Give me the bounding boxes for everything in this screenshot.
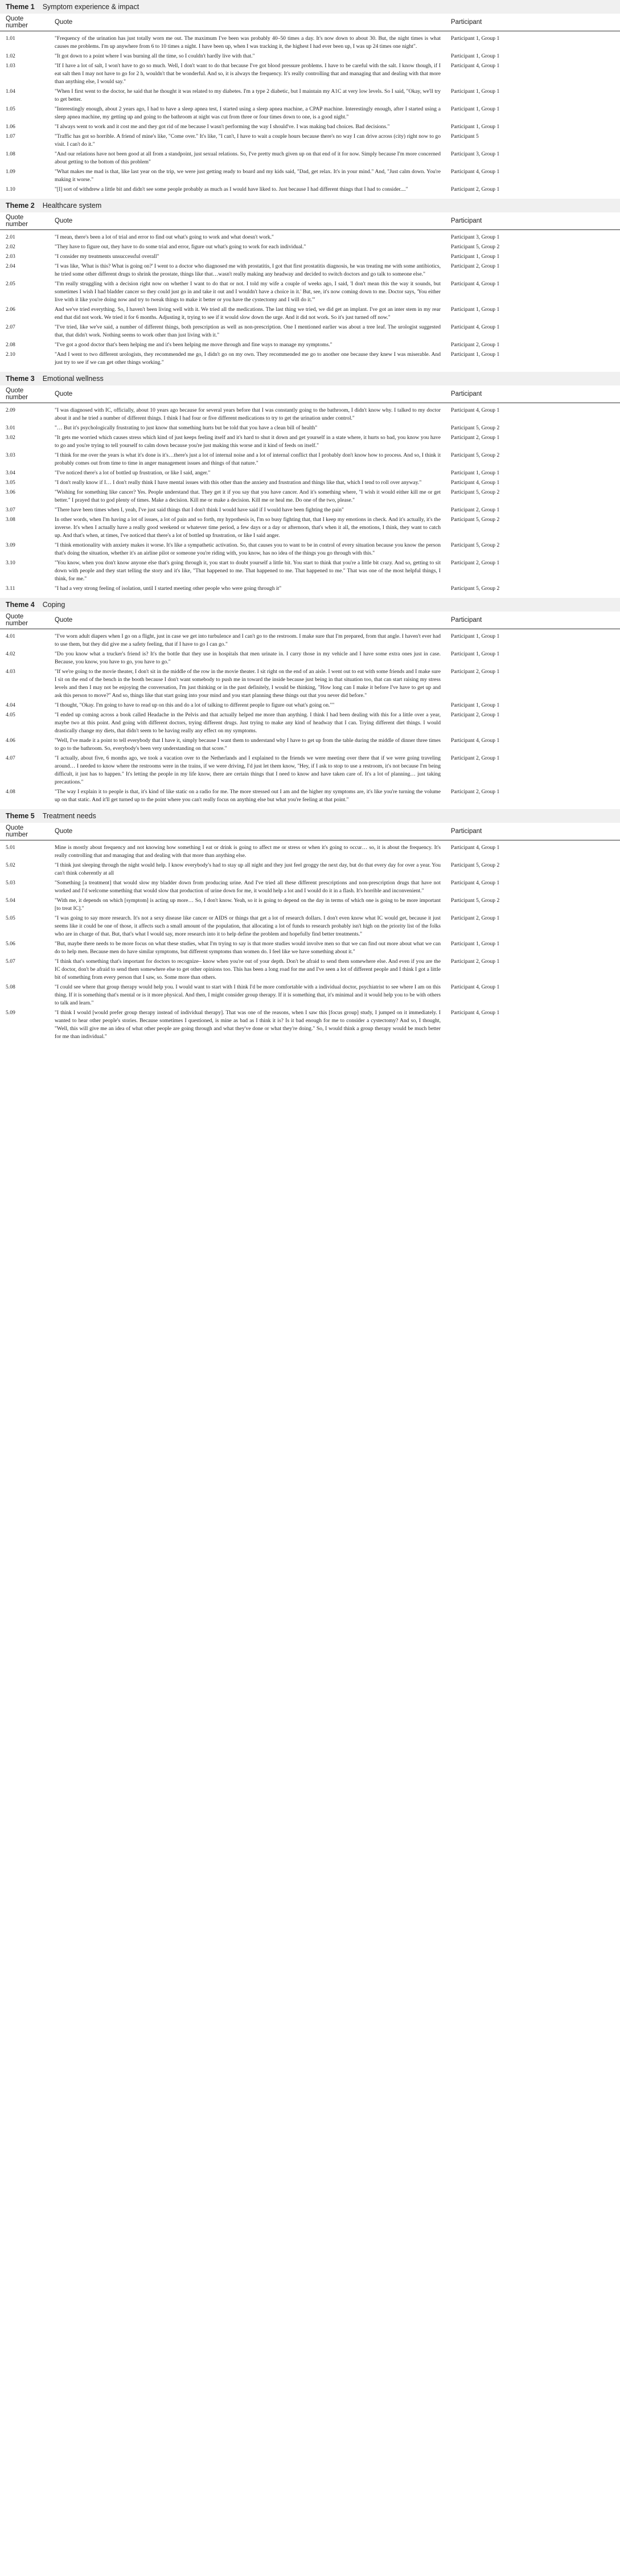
column-header-number: Quote number [6, 825, 28, 838]
participant-label: Participant 1, Group 1 [451, 941, 500, 947]
quote-number: 3.10 [6, 560, 15, 566]
theme-title: Emotional wellness [42, 375, 104, 383]
quote-text: "You know, when you don't know anyone else that's going through it, you start to doubt yourself a little bit. You start to think that you're a little bit crazy. And so, getting to sit down with people and they start telling the story and it's like, "That happened to me. That happened to me. That happened to me." That was one of the most helpful things, I think, for me." [55, 560, 441, 582]
quote-text: "I actually, about five, 6 months ago, we took a vacation over to the Netherlands and I explained to the friends we were meeting over there that if we were going traveling around… I needed to know where the restrooms were in the trains, if we were driving, I'd just let them know, "Hey, if I ask to stop to use a restroom, it's not because I'm being difficult, it just has to happen." It's letting the people in my life know, there are certain things that I need to know and have taken care of. It's a lot of planning… just taking precautions." [55, 755, 441, 785]
column-header-quote: Quote [55, 391, 73, 397]
table-row [0, 243, 620, 251]
quote-number: 1.01 [6, 35, 15, 42]
theme-title: Treatment needs [42, 812, 96, 820]
quote-number: 3.08 [6, 516, 15, 523]
participant-label: Participant 5, Group 2 [451, 862, 500, 868]
column-header-quote: Quote [55, 218, 73, 224]
quote-number: 5.09 [6, 1010, 15, 1016]
column-header-participant: Participant [451, 828, 482, 835]
table-row [0, 253, 620, 261]
quote-number: 2.10 [6, 351, 15, 358]
table-row [0, 233, 620, 241]
table-row [0, 542, 620, 557]
participant-label: Participant 5 [451, 133, 479, 140]
quote-text: "I think emotionality with anxiety makes it worse. It's like a sympathetic activation. So, that causes you to want to be in control of every situation because you know the person that's doing the situation, whether it's an airline pilot or someone you're riding with, you know, has no idea of the things you go through with this." [55, 542, 441, 556]
theme-header [0, 809, 620, 823]
participant-label: Participant 1, Group 1 [451, 53, 500, 59]
theme-header [0, 372, 620, 385]
table-body [0, 403, 620, 598]
quote-number: 5.06 [6, 941, 15, 947]
column-header-quote: Quote [55, 19, 73, 26]
table-body [0, 629, 620, 809]
quote-number: 1.03 [6, 63, 15, 69]
column-header-participant: Participant [451, 391, 482, 397]
table-row [0, 958, 620, 982]
theme-header [0, 0, 620, 14]
theme-header [0, 199, 620, 212]
quote-number: 3.09 [6, 542, 15, 548]
quote-number: 2.04 [6, 263, 15, 269]
participant-label: Participant 4, Group 1 [451, 281, 500, 287]
participant-label: Participant 4, Group 1 [451, 169, 500, 175]
quote-number: 3.06 [6, 489, 15, 495]
table-row [0, 434, 620, 450]
participant-label: Participant 2, Group 1 [451, 186, 500, 192]
column-header-number: Quote number [6, 613, 28, 627]
quote-number: 2.01 [6, 234, 15, 240]
table-row [0, 351, 620, 367]
quote-text: "I've got a good doctor that's been helping me and it's been helping me move through and fine ways to manage my symptoms." [55, 342, 332, 348]
participant-label: Participant 3, Group 1 [451, 234, 500, 240]
participant-label: Participant 2, Group 1 [451, 560, 500, 566]
quote-number: 3.11 [6, 585, 15, 592]
table-row [0, 879, 620, 895]
quote-text: And we've tried everything. So, I haven't been living well with it. We tried all the medications. The last thing we tried, we did get an implant. I've got an inter stem in my rear end that did not work. We tried it for 6 months. Adjusting it, trying to see if it would slow down the urge. And it did not work. So it's just turned off now." [55, 306, 441, 321]
quote-text: "What makes me mad is that, like last year on the trip, we were just getting ready to board and my kids said, "Dad, get relax. It's in your mind." And, "Just calm down. You're making it worse." [55, 169, 441, 183]
table-body [0, 31, 620, 199]
quote-text: "I consider my treatments unsuccessful overall" [55, 253, 159, 260]
participant-label: Participant 1, Group 1 [451, 253, 500, 260]
participant-label: Participant 5, Group 2 [451, 425, 500, 431]
column-header-number: Quote number [6, 387, 28, 401]
table-row [0, 506, 620, 514]
participant-label: Participant 4, Group 1 [451, 407, 500, 413]
participant-label: Participant 2, Group 1 [451, 507, 500, 513]
table-row [0, 914, 620, 938]
quote-number: 1.07 [6, 133, 15, 140]
quote-number: 1.10 [6, 186, 15, 192]
quote-number: 3.01 [6, 425, 15, 431]
quote-text: "And our relations have not been good at all from a standpoint, just sexual relations. So, I've pretty much given up on that end of it for now. Simply because I'm more concerned about getting to the bottom of this problem" [55, 151, 441, 165]
participant-label: Participant 1, Group 1 [451, 88, 500, 95]
quote-text: "I was diagnosed with IC, officially, about 10 years ago because for several years before that I was constantly going to the bathroom, I didn't know why. I talked to my doctor about it and he tried a number of different things. I think I had four or five different medications to try to get the urination under control." [55, 407, 441, 421]
table-row [0, 711, 620, 735]
table-row [0, 452, 620, 467]
quote-number: 4.03 [6, 668, 15, 675]
quote-number: 2.08 [6, 342, 15, 348]
table-row [0, 323, 620, 339]
column-header-row [0, 212, 620, 230]
participant-label: Participant 1, Group 1 [451, 702, 500, 708]
quote-number: 3.05 [6, 479, 15, 486]
quote-text: "And I went to two different urologists, they recommended me go, I didn't go on my own. They recommended me go to another one because they knew I was miserable. And just try to see if we can get other things working." [55, 351, 441, 366]
table-row [0, 788, 620, 804]
quote-text: "I think for me over the years is what it's done is it's…there's just a lot of internal noise and a lot of internal conflict that I probably don't know how to process. And so, I think it probably comes out from time to time in anger management issues and things of that nature." [55, 452, 441, 466]
participant-label: Participant 4, Group 1 [451, 984, 500, 990]
participant-label: Participant 2, Group 1 [451, 263, 500, 269]
participant-label: Participant 1, Group 1 [451, 470, 500, 476]
column-header-participant: Participant [451, 19, 482, 26]
table-row [0, 469, 620, 477]
theme-title: Healthcare system [42, 202, 102, 210]
quote-text: "… But it's psychologically frustrating to just know that something hurts but be told that you have a clean bill of health" [55, 425, 318, 431]
quote-number: 1.06 [6, 124, 15, 130]
table-row [0, 262, 620, 278]
quote-text: "It gets me worried which causes stress which kind of just keeps feeling itself and it's hard to shut it down and get yourself in a state where, it hurts so bad, you know you have to go and you're trying to tell yourself to calm down because you're just making this worse and it kind of feeds on itself." [55, 434, 441, 449]
theme-header [0, 598, 620, 612]
quote-text: Mine is mostly about frequency and not knowing how something I eat or drink is going to affect me or stress or when it's going to occur… so, it is about the frequency. It's really controlling that and managing that and dealing with that more than anything else. [55, 844, 441, 859]
table-row [0, 186, 620, 194]
participant-label: Participant 4, Group 1 [451, 324, 500, 330]
table-row [0, 754, 620, 786]
table-body [0, 840, 620, 1046]
theme-section [0, 598, 620, 809]
quote-number: 5.05 [6, 915, 15, 921]
quote-text: "They have to figure out, they have to do some trial and error, figure out what's going to work for each individual." [55, 244, 306, 250]
quote-number: 2.05 [6, 281, 15, 287]
quote-number: 1.09 [6, 169, 15, 175]
theme-section [0, 372, 620, 598]
participant-label: Participant 3, Group 1 [451, 151, 500, 157]
quote-text: "But, maybe there needs to be more focus on what these studies, what I'm trying to say is that more studies would involve men so that we can find out more about what we can do to help men. Because men do have similar symptoms, but different symptoms than women do. I feel like we have something about it." [55, 941, 441, 955]
quote-number: 2.09 [6, 407, 15, 413]
participant-label: Participant 5, Group 2 [451, 585, 500, 592]
table-row [0, 668, 620, 700]
table-row [0, 123, 620, 131]
table-body [0, 230, 620, 372]
quote-number: 4.01 [6, 633, 15, 639]
table-row [0, 150, 620, 166]
quote-text: "If we're going to the movie theater, I don't sit in the middle of the row in the movie theater. I sit right on the end of an aisle. I went out to eat with some friends and I make sure I sit on the end of the bench in the booth because I don't want somebody to push me in toward the inside because just being in that situation too, that can start raising my stress levels and then I may not be enjoying the conversation, I'm just thinking or in the past definitely, I would be thinking, "How long can I make it before I've have to get up and ask this person to move?" And so, things like that start going into your mind and you start planning these things out that you never did before." [55, 668, 441, 699]
quote-text: "Interestingly enough, about 2 years ago, I had to have a sleep apnea test, I started using a sleep apnea machine, a CPAP machine. Interestingly enough, after I started using a sleep apnea machine, my getting up and going to the bathroom at night was cut from three or four times down to one, is a good night." [55, 106, 441, 120]
quote-number: 1.05 [6, 106, 15, 112]
participant-label: Participant 4, Group 1 [451, 479, 500, 486]
table-row [0, 133, 620, 149]
table-row [0, 35, 620, 51]
document [0, 0, 620, 1046]
quote-number: 1.08 [6, 151, 15, 157]
theme-section [0, 199, 620, 372]
quote-number: 2.03 [6, 253, 15, 260]
quote-number: 2.02 [6, 244, 15, 250]
quote-text: "If I have a lot of salt, I won't have to go so much. Well, I don't want to do that because I've got blood pressure problems. I have to be careful with the salt. I know though, if I eat salt then I may not have to go for 2 h, wouldn't that be wonderful. And so, it is always the frequency. It's really controlling that and managing that and dealing with that more than anything else, I would say." [55, 63, 441, 85]
quote-text: "I think that's something that's important for doctors to recognize– know when you're out of your depth. Don't be afraid to send them somewhere else. And even if you are the IC doctor, don't be afraid to send them somewhere else to get other opinions too. This has been a long road for me and I've seen a lot of different people and I think I got a little bit of something from every person that I saw, so. Some more than others. [55, 958, 441, 981]
theme-title: Coping [42, 601, 65, 609]
participant-label: Participant 1, Group 1 [451, 124, 500, 130]
participant-label: Participant 2, Group 1 [451, 789, 500, 795]
participant-label: Participant 4, Group 1 [451, 737, 500, 744]
table-row [0, 702, 620, 709]
participant-label: Participant 5, Group 2 [451, 452, 500, 458]
quote-number: 5.02 [6, 862, 15, 868]
quote-text: In other words, when I'm having a lot of issues, a lot of pain and so forth, my hypothesis is, I'm so busy fighting that, that I keep my emotions in check. And it's actually, it's the inverse. It's when I actually have a really good weekend or whatever time period, a few days or a day or afternoon, that's when it all, the emotions, I think, they want to catch up. And that's when, at times, I've noticed that there's a lot of bottled up frustration, or like I said anger. [55, 516, 441, 539]
participant-label: Participant 5, Group 2 [451, 489, 500, 495]
participant-label: Participant 1, Group 1 [451, 106, 500, 112]
table-row [0, 88, 620, 104]
table-row [0, 424, 620, 432]
table-row [0, 633, 620, 649]
theme-label: Theme 4 [6, 601, 35, 609]
table-row [0, 168, 620, 184]
participant-label: Participant 4, Group 1 [451, 844, 500, 851]
table-row [0, 585, 620, 593]
column-header-row [0, 385, 620, 403]
table-row [0, 407, 620, 423]
participant-label: Participant 1, Group 1 [451, 633, 500, 639]
quote-text: "I've worn adult diapers when I go on a flight, just in case we get into turbulence and I can't go to the restroom. I make sure that I'm prepared, from that angle. I haven't ever had to use them, but they did give me a safety feeling, that if I have to go I can go." [55, 633, 441, 647]
participant-label: Participant 2, Group 1 [451, 958, 500, 965]
quote-text: "Something [a treatment] that would slow my bladder down from producing urine. And I've tried all these different prescriptions and non-prescription drugs that have not worked and I'd welcome something that would slow that production of urine down for me, it would help a lot and I would do it in a flash. It's horrible and inconvenient." [55, 880, 441, 894]
column-header-quote: Quote [55, 617, 73, 624]
theme-label: Theme 5 [6, 812, 35, 820]
participant-label: Participant 2, Group 1 [451, 668, 500, 675]
quote-text: "I could see where that group therapy would help you. I would want to start with I think I'd be more comfortable with a individual doctor, psychiatrist to see where I am on this thing. If it is something that's mental or is it more physical. And then, I might consider group therapy. If it is something that, it's minimal and it would help you to be with others to talk and learn." [55, 984, 441, 1006]
quote-text: "I mean, there's been a lot of trial and error to find out what's going to work and what doesn't work." [55, 234, 274, 240]
column-header-row [0, 14, 620, 31]
quote-number: 4.04 [6, 702, 15, 708]
column-header-participant: Participant [451, 218, 482, 224]
quote-number: 4.08 [6, 789, 15, 795]
table-row [0, 1009, 620, 1041]
quote-text: "When I first went to the doctor, he said that he thought it was related to my diabetes. I'm a type 2 diabetic, but I maintain my A1C at very low levels. So I said, "Okay, we'll try to get better. [55, 88, 441, 102]
theme-section [0, 809, 620, 1046]
table-row [0, 52, 620, 60]
participant-label: Participant 5, Group 2 [451, 897, 500, 904]
participant-label: Participant 4, Group 1 [451, 1010, 500, 1016]
quote-number: 3.02 [6, 434, 15, 441]
participant-label: Participant 2, Group 1 [451, 915, 500, 921]
quote-text: "Frequency of the urination has just totally worn me out. The maximum I've been was probably 40–50 times a day. It's now down to about 30. But, the night times is what causes me problems. I'm up anywhere from 6 to 10 times a night. I have been up, when I was tracking it, the highest I had ever been up, I was up 24 times one night". [55, 35, 441, 50]
participant-label: Participant 5, Group 2 [451, 516, 500, 523]
quote-text: "I ended up coming across a book called Headache in the Pelvis and that actually helped me more than anything. I think I had been dealing with this for a little over a year, maybe two at this point. And going with different doctors, trying different drugs. Just trying to make any kind of headway that I can. Trying different diet things. I would drastically change my diets, that didn't seem to be having really any effect on my symptoms. [55, 712, 441, 734]
column-header-row [0, 612, 620, 629]
quote-number: 5.04 [6, 897, 15, 904]
quote-number: 4.06 [6, 737, 15, 744]
table-row [0, 516, 620, 540]
participant-label: Participant 5, Group 2 [451, 542, 500, 548]
quote-number: 1.04 [6, 88, 15, 95]
table-row [0, 306, 620, 322]
quote-text: "I was going to say more research. It's not a sexy disease like cancer or AIDS or things that get a lot of research dollars. I don't even know what IC would get, because it just seems like it could be one of those, it affects such a small amount of the population, that allocating a lot of funds to research probably isn't high on the priority list of the folks who are in charge of that. But, that's what I would say, more research into it to help define the problem and hopefully find better treatments." [55, 915, 441, 937]
theme-title: Symptom experience & impact [42, 3, 139, 11]
theme-label: Theme 3 [6, 375, 35, 383]
participant-label: Participant 1, Group 1 [451, 651, 500, 657]
quote-number: 2.06 [6, 306, 15, 313]
participant-label: Participant 5, Group 2 [451, 244, 500, 250]
participant-label: Participant 4, Group 1 [451, 880, 500, 886]
quote-text: "Well, I've made it a point to tell everybody that I have it, simply because I want them to understand why I have to get up from the table during the middle of dinner three times to go to the bathroom. So, everybody's been very understanding on that score." [55, 737, 441, 752]
participant-label: Participant 4, Group 1 [451, 63, 500, 69]
table-row [0, 62, 620, 86]
column-header-participant: Participant [451, 617, 482, 624]
participant-label: Participant 1, Group 1 [451, 351, 500, 358]
table-row [0, 897, 620, 913]
quote-number: 3.04 [6, 470, 15, 476]
quote-number: 5.01 [6, 844, 15, 851]
table-row [0, 862, 620, 877]
quote-text: "I had a very strong feeling of isolation, until I started meeting other people who were going through it" [55, 585, 282, 592]
participant-label: Participant 1, Group 1 [451, 35, 500, 42]
table-row [0, 489, 620, 504]
quote-number: 5.08 [6, 984, 15, 990]
quote-text: "I think just sleeping through the night would help. I know everybody's had to stay up all night and they just feel groggy the next day, but do that every day for over a year. You can't think coherently at all [55, 862, 441, 876]
table-row [0, 341, 620, 349]
quote-number: 1.02 [6, 53, 15, 59]
column-header-number: Quote number [6, 214, 28, 228]
quote-text: "Traffic has got so horrible. A friend of mine's like, "Come over." It's like, "I can't, I have to wait a couple hours because there's no way I can drive across (city) right now to go visit. I can't do it." [55, 133, 441, 147]
theme-label: Theme 2 [6, 202, 35, 210]
quote-text: "I'm really struggling with a decision right now on whether I want to do that or not. I told my wife a couple of weeks ago, I said, 'I don't mean this the way it sounds, but sometimes I wish I had bladder cancer so they could just go in and take it out and I wouldn't have a choice in it.' But, see, it's now coming down to me. Doctor says, 'You either live with it like you're doing now and try to tweak things to make it better or you have the cystectomy and I will do it.'" [55, 281, 441, 303]
theme-section [0, 0, 620, 199]
table-row [0, 559, 620, 583]
quote-text: "I was like, 'What is this? What is going on?' I went to a doctor who diagnosed me with prostatitis, I got that first prostatitis diagnosis, he was treating me with some antibiotics, he tried some other different drugs to shrink the prostate, things like that…wasn't really making any headway and decided to switch doctors and go talk to someone else." [55, 263, 441, 277]
quote-text: "The way I explain it to people is that, it's kind of like static on a radio for me. The more stressed out I am and the higher my symptoms are, it's like you're turning the volume up on that static. And it'll get turned up to the point where you can't really focus on anything else but what you're feeling at that point." [55, 789, 441, 803]
quote-text: "I've tried, like we've said, a number of different things, both prescription as well as non-prescription. One I mentioned earlier was about a tree leaf. The urologist suggested that, that didn't work. Nothing seems to work other than just living with it." [55, 324, 441, 338]
table-row [0, 940, 620, 956]
table-row [0, 479, 620, 487]
quote-text: "I thought, "Okay. I'm going to have to read up on this and do a lot of talking to different people to figure out what's going on."" [55, 702, 335, 708]
participant-label: Participant 2, Group 1 [451, 712, 500, 718]
table-row [0, 983, 620, 1007]
participant-label: Participant 1, Group 1 [451, 306, 500, 313]
quote-text: "There have been times when I, yeah, I've just said things that I don't think I would have said if I would have been fighting the pain" [55, 507, 344, 513]
quote-text: "I think I would [would prefer group therapy instead of individual therapy]. That was one of the reasons, when I saw this [focus group] study, I jumped on it immediately. I wanted to hear other people's stories. Because sometimes I questioned, is mine as bad as I think it is? Is it bad enough for me to consider a cystectomy? And so, I thought, "Well, this will give me an idea of what other people are going through and what they've done or what they're doing." So, I would think a group therapy would be much better for me than individual." [55, 1010, 441, 1040]
quote-text: "[I] sort of withdrew a little bit and didn't see some people probably as much as I would have liked to. Just because I had different things that I had to consider...." [55, 186, 408, 192]
table-row [0, 280, 620, 304]
column-header-row [0, 823, 620, 840]
quote-text: "I always went to work and it cost me and they got rid of me because I wasn't performing the way I should've. I was making bad choices. Bad decisions." [55, 124, 390, 130]
table-row [0, 737, 620, 753]
quote-number: 3.07 [6, 507, 15, 513]
quote-text: "I don't really know if I… I don't really think I have mental issues with this other than the anxiety and frustration and things like that, which I tend to roll over anyway." [55, 479, 422, 486]
quote-number: 5.07 [6, 958, 15, 965]
participant-label: Participant 2, Group 1 [451, 755, 500, 761]
theme-label: Theme 1 [6, 3, 35, 11]
quote-number: 4.05 [6, 712, 15, 718]
column-header-number: Quote number [6, 15, 28, 29]
quote-number: 4.02 [6, 651, 15, 657]
quote-text: "I've noticed there's a lot of bottled up frustration, or like I said, anger." [55, 470, 211, 476]
quote-text: "Do you know what a trucker's friend is? It's the bottle that they use in hospitals that men urinate in. I carry those in my vehicle and I have some extra ones just in case. Because, you know, you have to go, you have to go." [55, 651, 441, 665]
column-header-quote: Quote [55, 828, 73, 835]
quote-number: 4.07 [6, 755, 15, 761]
quote-text: "It got down to a point where I was burning all the time, so I couldn't hardly live with that." [55, 53, 255, 59]
table-row [0, 105, 620, 121]
quote-text: "Wishing for something like cancer? Yes. People understand that. They get it if you say that you have cancer. And it's something where, "I wish it would either kill me or get better." I prayed that to god plenty of times. Make a decision. Kill me or make a decision. Kill me or heal me. Do one of the two, please." [55, 489, 441, 503]
table-row [0, 844, 620, 860]
quote-number: 3.03 [6, 452, 15, 458]
participant-label: Participant 2, Group 1 [451, 342, 500, 348]
quote-number: 5.03 [6, 880, 15, 886]
table-row [0, 650, 620, 666]
quote-text: "With me, it depends on which [symptom] is acting up more… So, I don't know. Yeah, so it is going to depend on the day in terms of which one is going to be more important [to treat IC]." [55, 897, 441, 912]
participant-label: Participant 2, Group 1 [451, 434, 500, 441]
quote-number: 2.07 [6, 324, 15, 330]
